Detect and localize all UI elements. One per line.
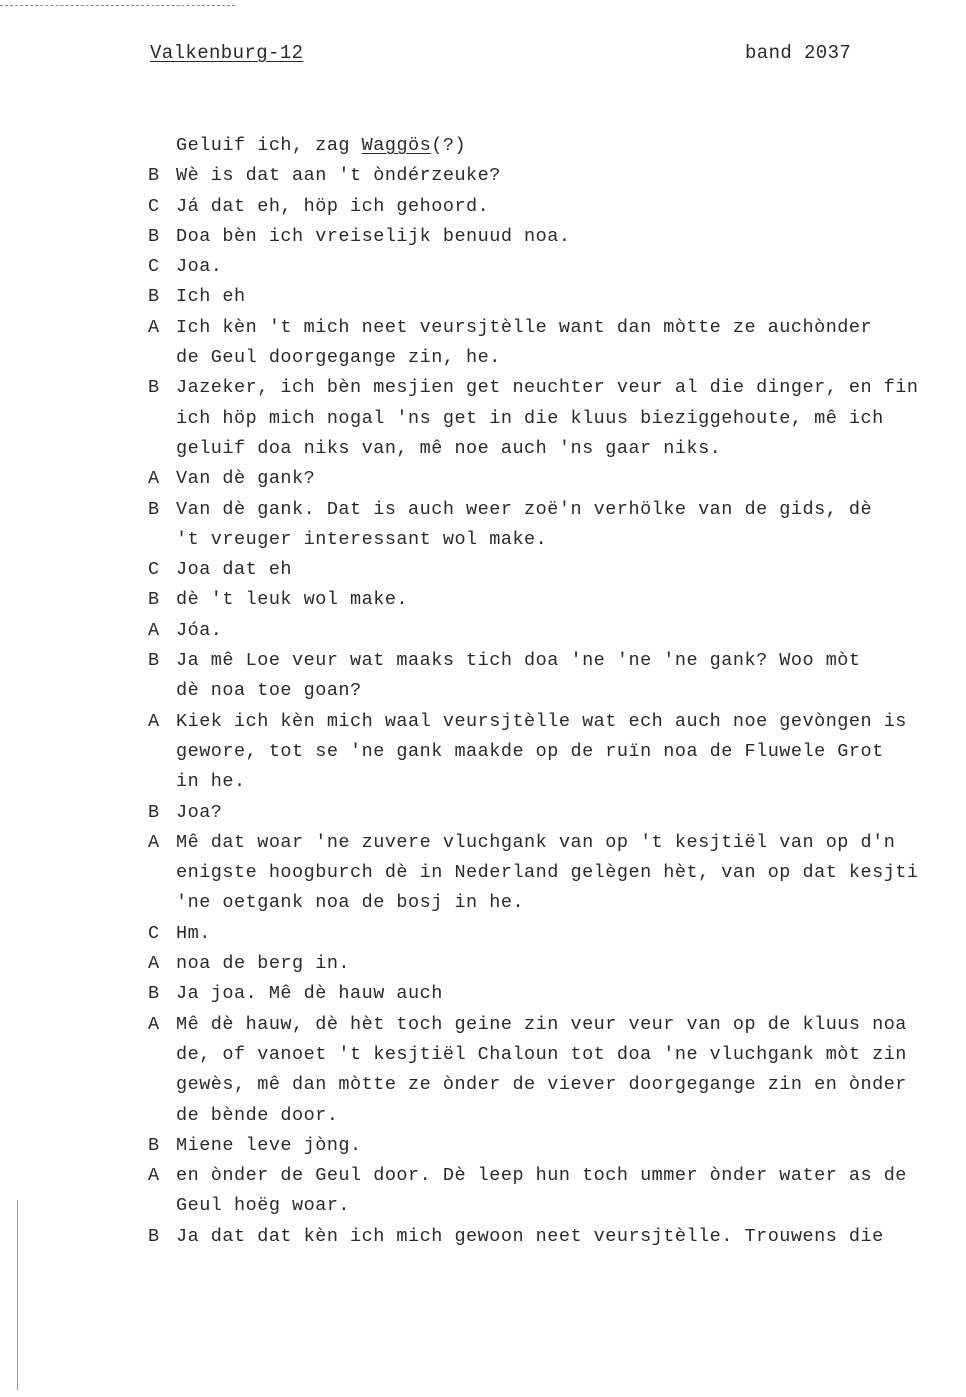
utterance-text: [176, 767, 246, 797]
utterance-text: [176, 1161, 907, 1191]
speaker-label: B: [148, 801, 160, 823]
speaker-label: [148, 1191, 176, 1221]
transcript: [148, 131, 966, 1252]
transcript-line: [148, 676, 966, 706]
utterance-text-part: noa de berg in.: [176, 953, 351, 975]
transcript-line: [148, 1161, 966, 1191]
transcript-line: [148, 1131, 966, 1161]
utterance-text: [176, 707, 907, 737]
utterance-text: [176, 464, 315, 494]
utterance-text-part: Van dè gank?: [176, 468, 316, 490]
speaker-label: C: [148, 195, 160, 217]
utterance-text-part: Mê dat woar 'ne zuvere vluchgank van op 't kesjtiël van op d'n: [176, 831, 896, 853]
transcript-line: [148, 192, 966, 222]
utterance-text-part: Joa?: [176, 801, 223, 823]
utterance-text-part: de Geul doorgegange zin, he.: [176, 347, 501, 369]
utterance-text: [176, 828, 895, 858]
utterance-text: [176, 313, 872, 343]
utterance-text: [176, 585, 408, 615]
utterance-text: [176, 737, 884, 767]
speaker-label: C: [148, 922, 160, 944]
transcript-line: [148, 646, 966, 676]
utterance-text: [176, 192, 489, 222]
speaker-label: [148, 767, 176, 797]
utterance-text: [176, 555, 292, 585]
speaker-label: [148, 888, 176, 918]
speaker-label: [148, 858, 176, 888]
transcript-line: [148, 858, 966, 888]
transcript-line: [148, 252, 966, 282]
utterance-text-part: dè noa toe goan?: [176, 680, 362, 702]
speaker-label: B: [148, 225, 160, 247]
speaker-label: B: [148, 983, 160, 1005]
transcript-line: [148, 1040, 966, 1070]
utterance-text-part: Van dè gank. Dat is auch weer zoë'n verhölke van de gids, dè: [176, 498, 873, 520]
utterance-text: [176, 858, 919, 888]
speaker-label: B: [148, 1225, 160, 1247]
utterance-text: [176, 888, 524, 918]
speaker-label: B: [148, 377, 160, 399]
utterance-text-part: en ònder de Geul door. Dè leep hun toch ummer ònder water as de: [176, 1165, 907, 1187]
utterance-text-part: Já dat eh, höp ich gehoord.: [176, 195, 490, 217]
document-title: Valkenburg-12: [150, 42, 304, 64]
speaker-label: [148, 1101, 176, 1131]
utterance-text-part: Geluif ich, zag: [176, 135, 362, 156]
speaker-label: B: [148, 650, 160, 672]
transcript-line: [148, 919, 966, 949]
speaker-label: [148, 434, 176, 464]
top-edge-rule: [0, 5, 235, 6]
transcript-line: [148, 131, 966, 161]
utterance-text-part: Joa dat eh: [176, 559, 293, 581]
utterance-text-part: 't vreuger interessant wol make.: [176, 528, 548, 550]
utterance-text-part: 'ne oetgank noa de bosj in he.: [176, 892, 525, 914]
transcript-line: [148, 616, 966, 646]
utterance-text: [176, 949, 350, 979]
transcript-line: [148, 737, 966, 767]
speaker-label: B: [148, 589, 160, 611]
utterance-text-part: Miene leve jòng.: [176, 1134, 362, 1156]
transcript-line: [148, 161, 966, 191]
utterance-text: [176, 919, 211, 949]
underlined-word: Waggös: [361, 135, 432, 156]
utterance-text-part: Kiek ich kèn mich waal veursjtèlle wat ech auch noe gevòngen is: [176, 710, 907, 732]
transcript-line: [148, 373, 966, 403]
transcript-line: [148, 525, 966, 555]
utterance-text: [176, 161, 501, 191]
utterance-text: [176, 131, 466, 161]
utterance-text-part: Ich kèn 't mich neet veursjtèlle want dan mòtte ze auchònder: [176, 316, 873, 338]
transcript-line: [148, 888, 966, 918]
speaker-label: [148, 1070, 176, 1100]
utterance-text: [176, 979, 443, 1009]
utterance-text-part: Geul hoëg woar.: [176, 1195, 351, 1217]
utterance-text: [176, 1191, 350, 1221]
utterance-text-part: Jóa.: [176, 619, 223, 641]
speaker-label: [148, 1040, 176, 1070]
speaker-label: A: [148, 468, 160, 490]
utterance-text: [176, 404, 884, 434]
speaker-label: A: [148, 953, 160, 975]
utterance-text: [176, 1070, 907, 1100]
utterance-text: [176, 1010, 907, 1040]
utterance-text-part: Ja dat dat kèn ich mich gewoon neet veursjtèlle. Trouwens die: [176, 1225, 884, 1247]
transcript-line: [148, 1010, 966, 1040]
utterance-text-part: Ja mê Loe veur wat maaks tich doa 'ne 'ne 'ne gank? Woo mòt: [176, 650, 861, 672]
transcript-line: [148, 979, 966, 1009]
transcript-line: [148, 464, 966, 494]
utterance-text: [176, 282, 246, 312]
utterance-text: [176, 798, 222, 828]
speaker-label: A: [148, 831, 160, 853]
utterance-text-part: de, of vanoet 't kesjtiël Chaloun tot doa 'ne vluchgank mòt zin: [176, 1043, 907, 1065]
transcript-line: [148, 555, 966, 585]
speaker-label: B: [148, 165, 160, 187]
utterance-text: [176, 252, 222, 282]
transcript-line: [148, 828, 966, 858]
utterance-text: [176, 434, 721, 464]
transcript-line: [148, 707, 966, 737]
transcript-line: [148, 767, 966, 797]
utterance-text-part: Mê dè hauw, dè hèt toch geine zin veur veur van op de kluus noa: [176, 1013, 907, 1035]
transcript-line: [148, 434, 966, 464]
speaker-label: A: [148, 1013, 160, 1035]
tape-number: band 2037: [745, 42, 852, 64]
utterance-text: [176, 1131, 362, 1161]
speaker-label: A: [148, 710, 160, 732]
utterance-text: [176, 343, 501, 373]
transcript-line: [148, 1070, 966, 1100]
transcript-line: [148, 313, 966, 343]
utterance-text-part: Ich eh: [176, 286, 246, 308]
transcript-line: [148, 1101, 966, 1131]
utterance-text: [176, 495, 872, 525]
utterance-text-suffix: (?): [431, 135, 467, 156]
utterance-text-part: in he.: [176, 771, 246, 793]
transcript-line: [148, 798, 966, 828]
transcript-line: [148, 282, 966, 312]
utterance-text-part: Wè is dat aan 't òndérzeuke?: [176, 165, 501, 187]
speaker-label: A: [148, 316, 160, 338]
utterance-text-part: de bènde door.: [176, 1104, 339, 1126]
transcript-line: [148, 949, 966, 979]
speaker-label: [148, 404, 176, 434]
transcript-line: [148, 1191, 966, 1221]
transcript-line: [148, 404, 966, 434]
transcript-line: [148, 222, 966, 252]
speaker-label: [148, 737, 176, 767]
utterance-text-part: Joa.: [176, 256, 223, 278]
utterance-text: [176, 373, 919, 403]
speaker-label: B: [148, 1134, 160, 1156]
utterance-text-part: geluif doa niks van, mê noe auch 'ns gaar niks.: [176, 437, 722, 459]
utterance-text-part: ich höp mich nogal 'ns get in die kluus bieziggehoute, mê ich: [176, 407, 884, 429]
speaker-label: C: [148, 256, 160, 278]
utterance-text: [176, 222, 570, 252]
transcript-line: [148, 495, 966, 525]
utterance-text: [176, 616, 222, 646]
speaker-label: [148, 676, 176, 706]
transcript-line: [148, 585, 966, 615]
utterance-text: [176, 1040, 907, 1070]
utterance-text-part: dè 't leuk wol make.: [176, 589, 409, 611]
utterance-text-part: Ja joa. Mê dè hauw auch: [176, 983, 443, 1005]
speaker-label: A: [148, 619, 160, 641]
left-margin-rule: [17, 1200, 18, 1390]
utterance-text-part: Jazeker, ich bèn mesjien get neuchter veur al die dinger, en fin: [176, 377, 919, 399]
utterance-text-part: enigste hoogburch dè in Nederland gelègen hèt, van op dat kesjti: [176, 862, 919, 884]
speaker-label: [148, 131, 176, 161]
speaker-label: [148, 525, 176, 555]
utterance-text-part: gewore, tot se 'ne gank maakde op de ruïn noa de Fluwele Grot: [176, 740, 884, 762]
utterance-text: [176, 676, 362, 706]
utterance-text: [176, 1222, 884, 1252]
transcript-line: [148, 343, 966, 373]
utterance-text-part: gewès, mê dan mòtte ze ònder de viever doorgegange zin en ònder: [176, 1074, 907, 1096]
speaker-label: B: [148, 498, 160, 520]
speaker-label: B: [148, 286, 160, 308]
speaker-label: A: [148, 1165, 160, 1187]
utterance-text-part: Doa bèn ich vreiselijk benuud noa.: [176, 225, 571, 247]
utterance-text: [176, 1101, 338, 1131]
utterance-text: [176, 525, 547, 555]
utterance-text: [176, 646, 861, 676]
utterance-text-part: Hm.: [176, 922, 211, 944]
speaker-label: C: [148, 559, 160, 581]
speaker-label: [148, 343, 176, 373]
transcript-line: [148, 1222, 966, 1252]
